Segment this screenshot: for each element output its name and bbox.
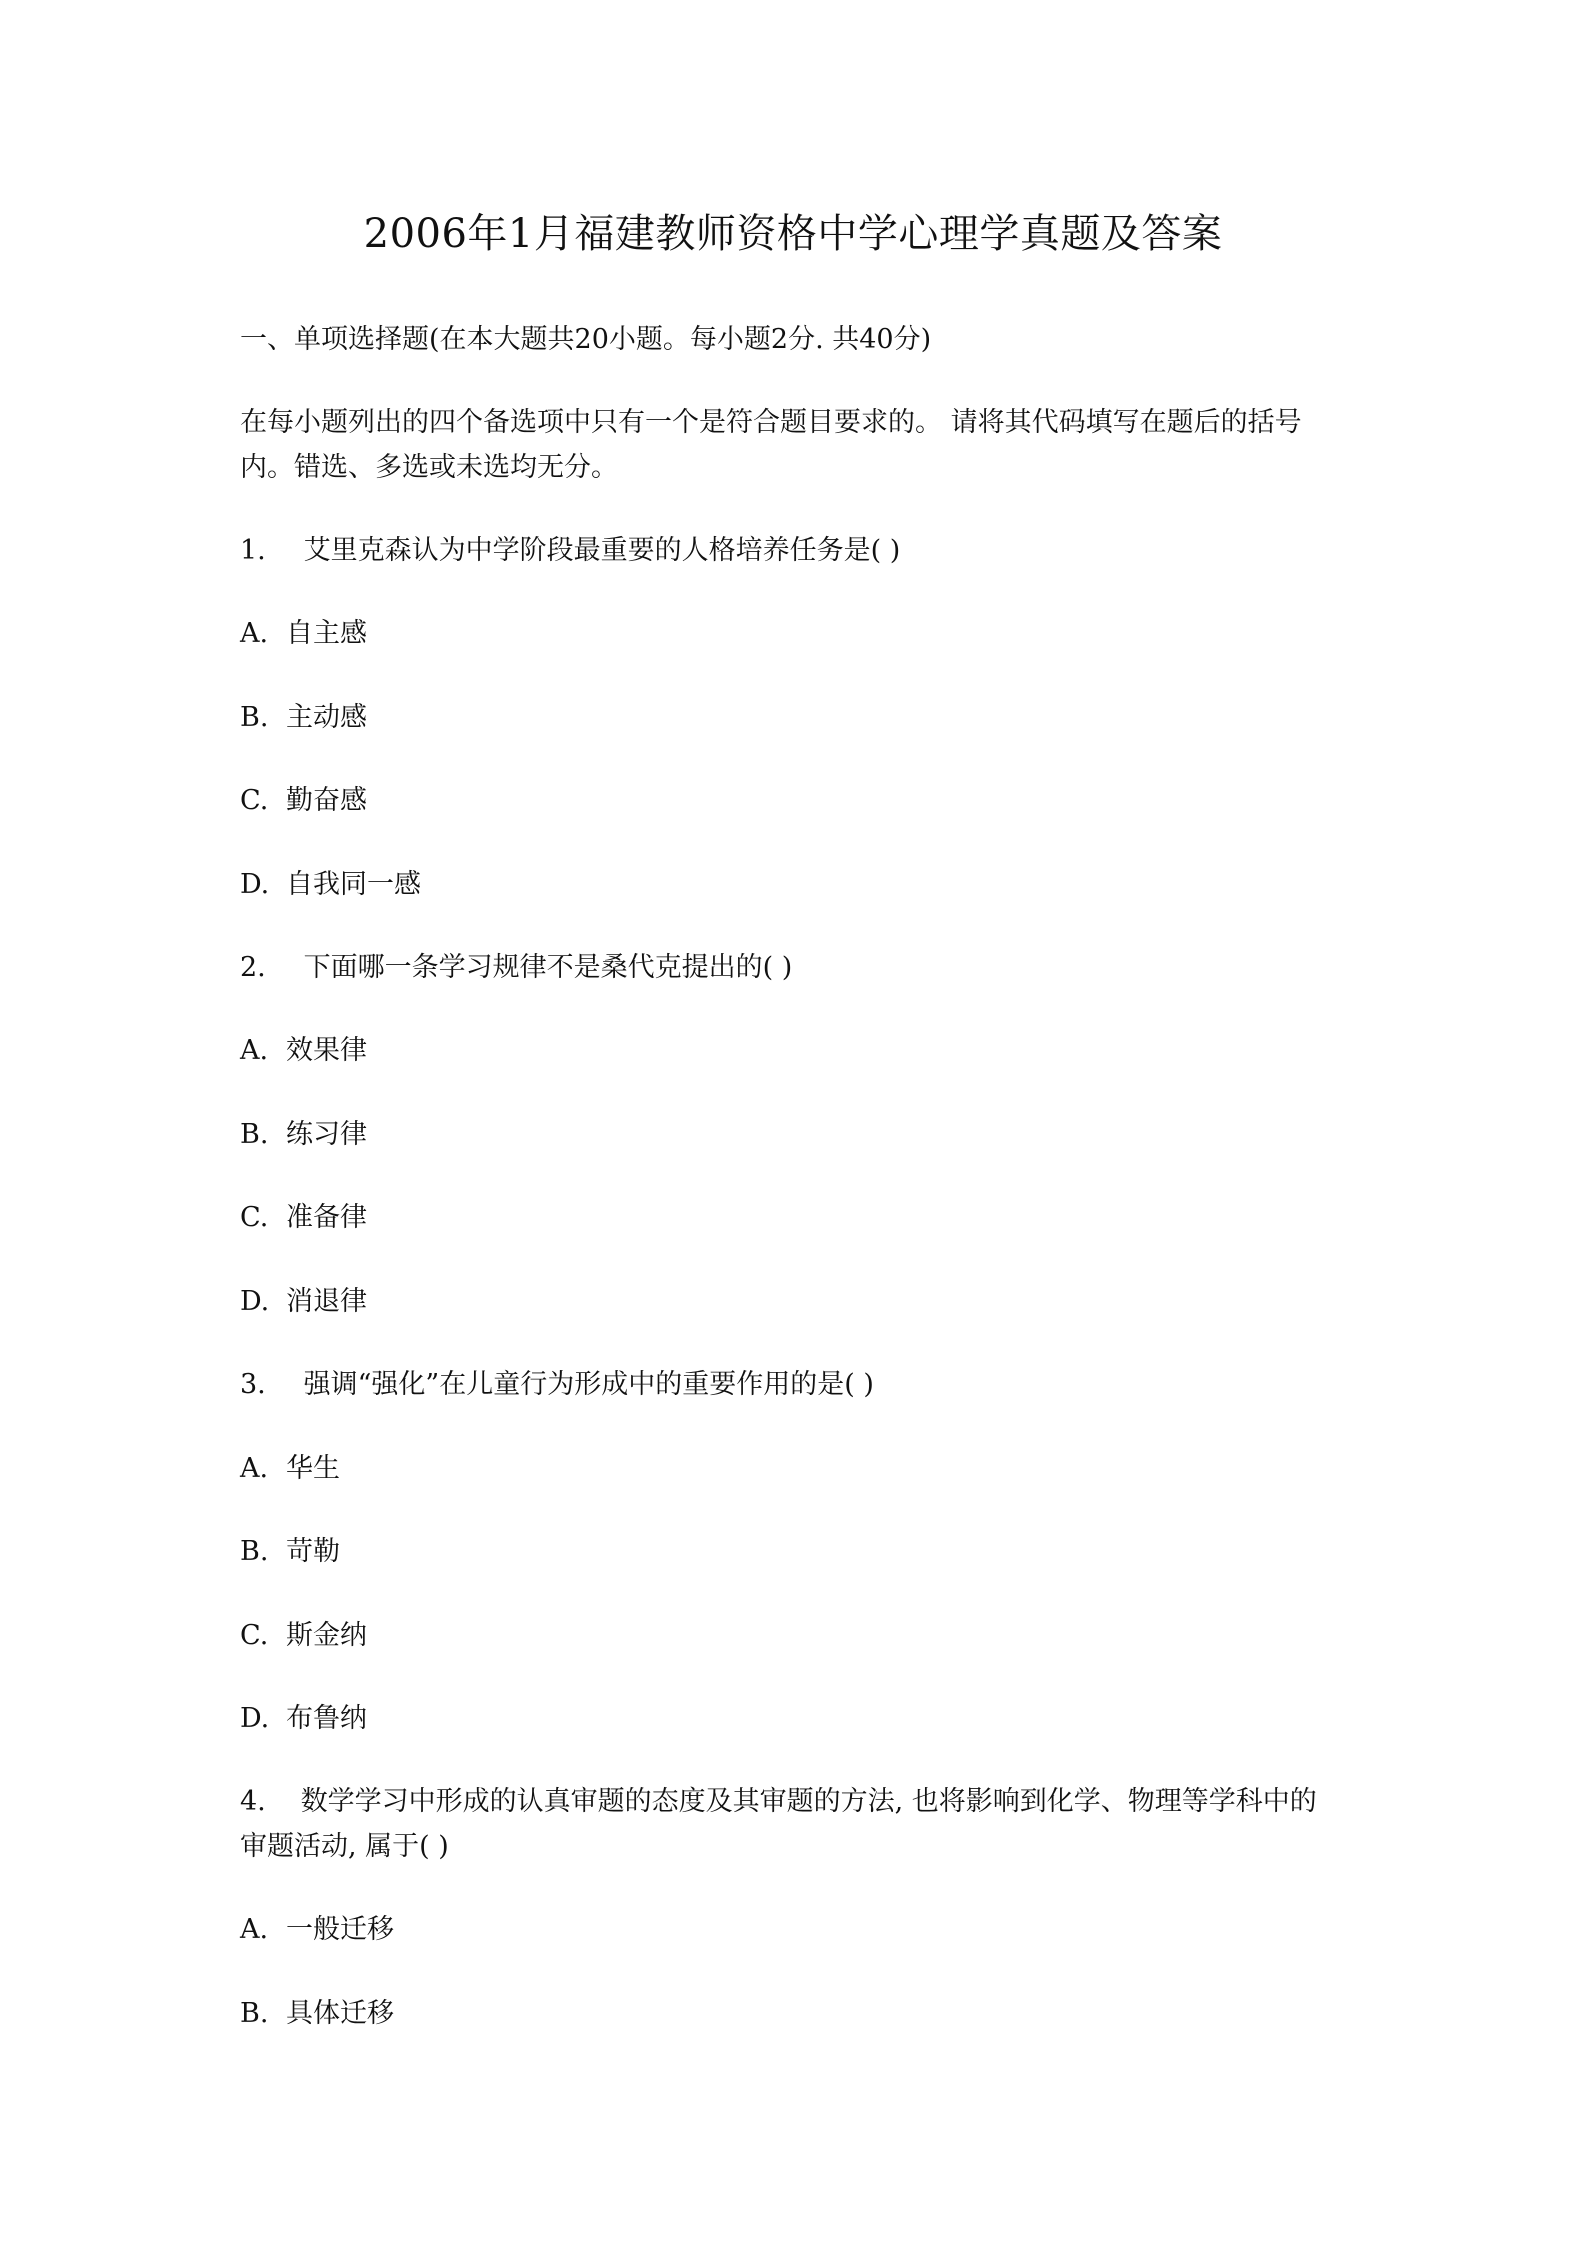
- option-letter: A.: [240, 1453, 269, 1484]
- option-letter: B.: [240, 1998, 269, 2029]
- option-letter: A.: [240, 1035, 269, 1066]
- question-2-option-d: [240, 1280, 1360, 1324]
- page-title: 2006年1月福建教师资格中学心理学真题及答案: [363, 211, 1223, 257]
- question-number: 1.: [240, 535, 266, 566]
- question-3-option-a: [240, 1447, 1360, 1491]
- question-text: 艾里克森认为中学阶段最重要的人格培养任务是( ): [303, 535, 901, 566]
- question-3: [240, 1363, 1360, 1407]
- option-letter: B.: [240, 1119, 269, 1150]
- question-2-option-c: [240, 1196, 1360, 1240]
- option-letter: A.: [240, 618, 269, 649]
- question-2-option-b: [240, 1113, 1360, 1157]
- question-number: 4.: [240, 1786, 266, 1817]
- option-text: 自我同一感: [286, 869, 421, 900]
- question-number: 2.: [240, 952, 266, 983]
- option-text: 具体迁移: [286, 1998, 394, 2029]
- question-1-option-b: [240, 696, 1360, 740]
- question-1-option-d: [240, 863, 1360, 907]
- option-text: 自主感: [286, 618, 367, 649]
- option-letter: D.: [240, 1703, 270, 1734]
- option-text: 准备律: [286, 1202, 367, 1233]
- option-letter: B.: [240, 1536, 269, 1567]
- question-text: 强调“强化”在儿童行为形成中的重要作用的是( ): [303, 1369, 874, 1400]
- option-text: 一般迁移: [286, 1914, 394, 1945]
- option-text: 华生: [286, 1453, 340, 1484]
- question-4-option-b: [240, 1992, 1360, 2036]
- option-letter: D.: [240, 869, 270, 900]
- question-2: [240, 946, 1360, 990]
- instruction-line-1: 在每小题列出的四个备选项中只有一个是符合题目要求的。 请将其代码填写在题后的括号: [240, 407, 1302, 438]
- instruction-line-2: 内。错选、多选或未选均无分。: [240, 452, 618, 483]
- section-heading: 一、单项选择题(在本大题共20小题。每小题2分. 共40分): [240, 324, 932, 355]
- option-text: 布鲁纳: [286, 1703, 367, 1734]
- option-text: 勤奋感: [286, 785, 367, 816]
- question-3-option-b: [240, 1530, 1360, 1574]
- option-letter: C.: [240, 785, 269, 816]
- option-text: 消退律: [286, 1286, 367, 1317]
- question-number: 3.: [240, 1369, 266, 1400]
- option-text: 练习律: [286, 1119, 367, 1150]
- option-text: 效果律: [286, 1035, 367, 1066]
- question-3-option-d: [240, 1697, 1360, 1741]
- question-4-line-2: 审题活动, 属于( ): [240, 1831, 449, 1862]
- question-4-option-a: [240, 1908, 1360, 1952]
- question-4-line-1: [240, 1780, 1360, 1824]
- option-text: 主动感: [286, 702, 367, 733]
- question-1-option-c: [240, 779, 1360, 823]
- question-1: [240, 529, 1360, 573]
- option-letter: D.: [240, 1286, 270, 1317]
- option-letter: C.: [240, 1202, 269, 1233]
- question-text: 下面哪一条学习规律不是桑代克提出的( ): [303, 952, 793, 983]
- option-letter: A.: [240, 1914, 269, 1945]
- question-2-option-a: [240, 1029, 1360, 1073]
- question-text: 数学学习中形成的认真审题的态度及其审题的方法, 也将影响到化学、物理等学科中的: [300, 1786, 1317, 1817]
- option-text: 斯金纳: [286, 1620, 367, 1651]
- option-letter: C.: [240, 1620, 269, 1651]
- question-1-option-a: [240, 612, 1360, 656]
- option-letter: B.: [240, 702, 269, 733]
- option-text: 苛勒: [286, 1536, 340, 1567]
- question-3-option-c: [240, 1614, 1360, 1658]
